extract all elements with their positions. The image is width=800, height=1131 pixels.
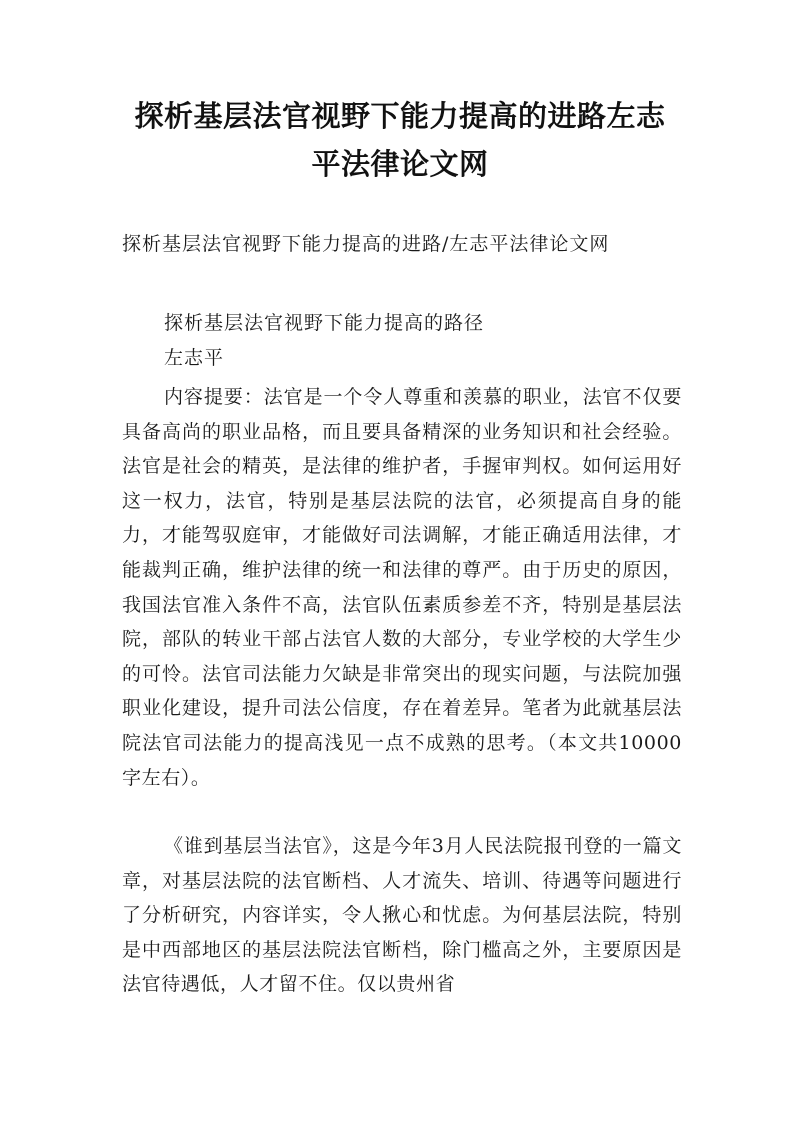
article-heading: 探析基层法官视野下能力提高的路径: [164, 312, 485, 334]
body-paragraph: 《谁到基层当法官》，这是今年3月人民法院报刊登的一篇文章，对基层法院的法官断档、人才流失、培训、待遇等问题进行了分析研究，内容详实，令人揪心和忧虑。为何基层法院，特别是中西部地区的基层法院法官断档，除门槛高之外，主要原因是法官待遇低，人才留不住。仅以贵州省: [122, 835, 682, 996]
abstract-paragraph: 内容提要：法官是一个令人尊重和羡慕的职业，法官不仅要具备高尚的职业品格，而且要具备精深的业务知识和社会经验。法官是社会的精英，是法律的维护者，手握审判权。如何运用好这一权力，法官，特别是基层法院的法官，必须提高自身的能力，才能驾驭庭审，才能做好司法调解，才能正确适用法律，才能裁判正确，维护法律的统一和法律的尊严。由于历史的原因，我国法官准入条件不高，法官队伍素质参差不齐，特别是基层法院，部队的转业干部占法官人数的大部分，专业学校的大学生少的可怜。法官司法能力欠缺是非常突出的现实问题，与法院加强职业化建设，提升司法公信度，存在着差异。笔者为此就基层法院法官司法能力的提高浅见一点不成熟的思考。（本文共10000字左右）。: [122, 386, 682, 789]
title-line-2: 平法律论文网: [311, 147, 489, 181]
document-title: [100, 92, 700, 188]
author-name: 左志平: [164, 347, 225, 369]
document-subtitle: 探析基层法官视野下能力提高的进路/左志平法律论文网: [122, 233, 610, 255]
title-line-1: 探析基层法官视野下能力提高的进路左志: [134, 99, 666, 133]
